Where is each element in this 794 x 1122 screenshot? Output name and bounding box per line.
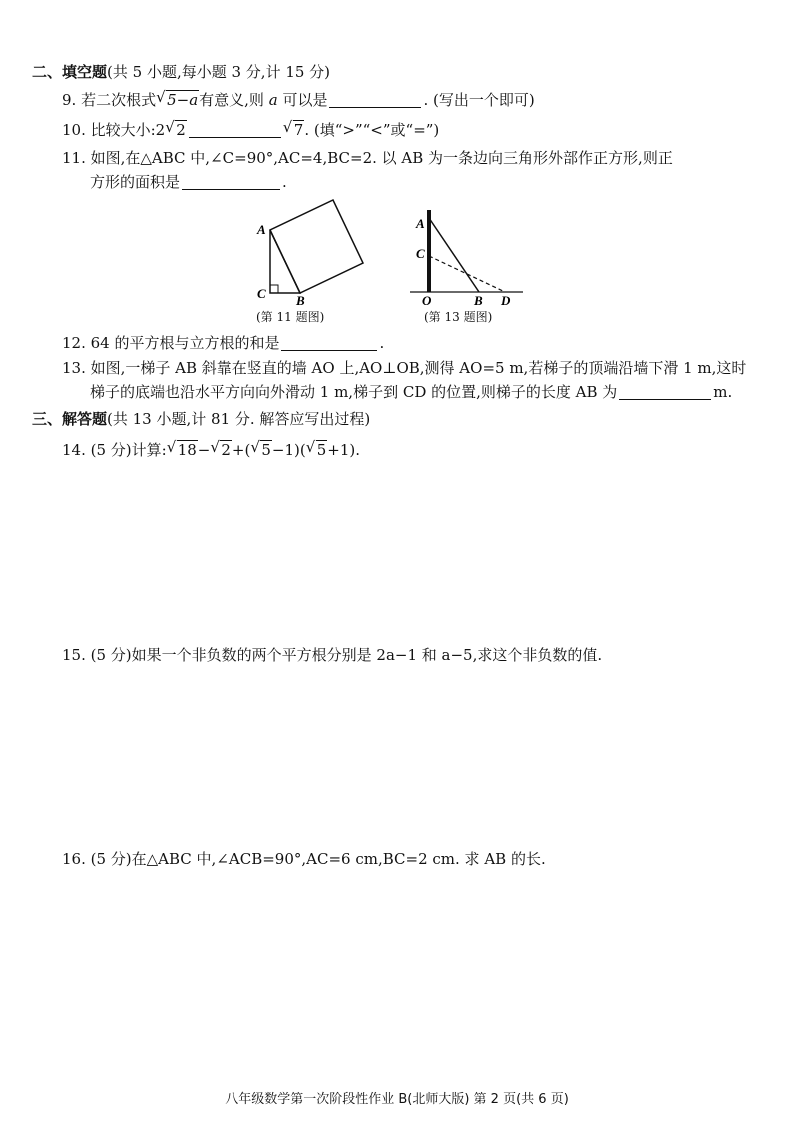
q9-prefix: 9. 若二次根式 [62, 91, 157, 109]
figure-11 [248, 190, 378, 308]
label-c: C [257, 286, 266, 301]
radicand: 2 [176, 121, 186, 139]
q14-prefix: 14. (5 分)计算: [62, 441, 167, 459]
section-info: (共 13 小题,计 81 分. 解答应写出过程) [107, 410, 371, 428]
label-a: A [416, 216, 425, 231]
section-2-heading [32, 62, 330, 82]
answer-blank[interactable] [281, 334, 377, 351]
page-footer: 八年级数学第一次阶段性作业 B(北师大版) 第 2 页(共 6 页) [225, 1092, 569, 1107]
label-d: D [501, 293, 511, 308]
figure-11-caption: (第 11 题图) [256, 310, 325, 324]
question-12 [62, 333, 384, 353]
radicand: 5−a [167, 91, 199, 109]
sqrt-expression: √ 18 [166, 438, 197, 459]
q9-tail: . (写出一个即可) [423, 91, 535, 109]
sqrt-expression: √ 2 [165, 118, 186, 139]
question-15: 15. (5 分)如果一个非负数的两个平方根分别是 2a−1 和 a−5,求这个非负数的值. [62, 646, 603, 664]
question-9 [62, 90, 535, 110]
radicand: 5 [261, 441, 271, 459]
question-11-line-2 [90, 172, 287, 192]
q9-suffix: 可以是 [282, 91, 328, 109]
q12-text: 12. 64 的平方根与立方根的和是 [62, 334, 280, 352]
label-a: A [257, 222, 266, 237]
square-on-ab [270, 200, 363, 293]
sqrt-expression: √ 5 [305, 438, 327, 459]
label-b: B [296, 293, 305, 308]
sqrt-expression: √ 5 [250, 438, 271, 459]
radicand: 18 [177, 441, 197, 459]
q9-middle: 有意义,则 [199, 91, 264, 109]
answer-blank[interactable] [329, 91, 421, 108]
label-o: O [422, 293, 432, 308]
radicand: 7 [293, 121, 304, 139]
sqrt-expression: √ 7 [282, 118, 304, 139]
question-16: 16. (5 分)在△ABC 中,∠ACB=90°,AC=6 cm,BC=2 cm. 求 AB 的长. [62, 850, 546, 868]
right-angle-mark [270, 285, 278, 293]
operator: +1). [327, 441, 360, 459]
q12-tail: . [379, 334, 385, 352]
q9-var: a [268, 91, 278, 109]
section-3-heading [32, 409, 370, 429]
operator: −1)( [271, 441, 306, 459]
section-title: 二、填空题 [32, 63, 108, 81]
label-c: C [416, 246, 425, 261]
answer-blank[interactable] [619, 383, 711, 400]
q11-line2-text: 方形的面积是 [90, 173, 181, 191]
q11-tail: . [282, 173, 287, 191]
ladder-cd [429, 256, 505, 292]
sqrt-expression: √ 5−a [156, 88, 199, 109]
question-13-line-1: 13. 如图,一梯子 AB 斜靠在竖直的墙 AO 上,AO⊥OB,测得 AO=5 m,若梯子的顶端沿墙下滑 1 m,这时 [62, 359, 747, 377]
section-title: 三、解答题 [32, 410, 108, 428]
answer-blank[interactable] [189, 121, 281, 138]
radicand: 5 [316, 441, 327, 459]
operator: − [197, 441, 211, 459]
q13-line2-text: 梯子的底端也沿水平方向向外滑动 1 m,梯子到 CD 的位置,则梯子的长度 AB 为 [90, 383, 618, 401]
question-13-line-2 [90, 382, 732, 402]
question-10 [62, 120, 439, 140]
ladder-ab [429, 218, 479, 292]
operator: +( [231, 441, 251, 459]
answer-blank[interactable] [182, 173, 280, 190]
label-b: B [474, 293, 483, 308]
question-11-line-1: 11. 如图,在△ABC 中,∠C=90°,AC=4,BC=2. 以 AB 为一条边向三角形外部作正方形,则正 [62, 149, 673, 167]
section-info: (共 5 小题,每小题 3 分,计 15 分) [107, 63, 331, 81]
figure-13 [405, 198, 530, 310]
q10-prefix: 10. 比较大小:2 [62, 121, 166, 139]
q13-tail: m. [713, 383, 733, 401]
radicand: 2 [221, 441, 231, 459]
figure-13-caption: (第 13 题图) [424, 310, 493, 324]
sqrt-expression: √ 2 [210, 438, 231, 459]
q10-tail: . (填“>”“<”或“=”) [304, 121, 440, 139]
question-14 [62, 440, 360, 460]
